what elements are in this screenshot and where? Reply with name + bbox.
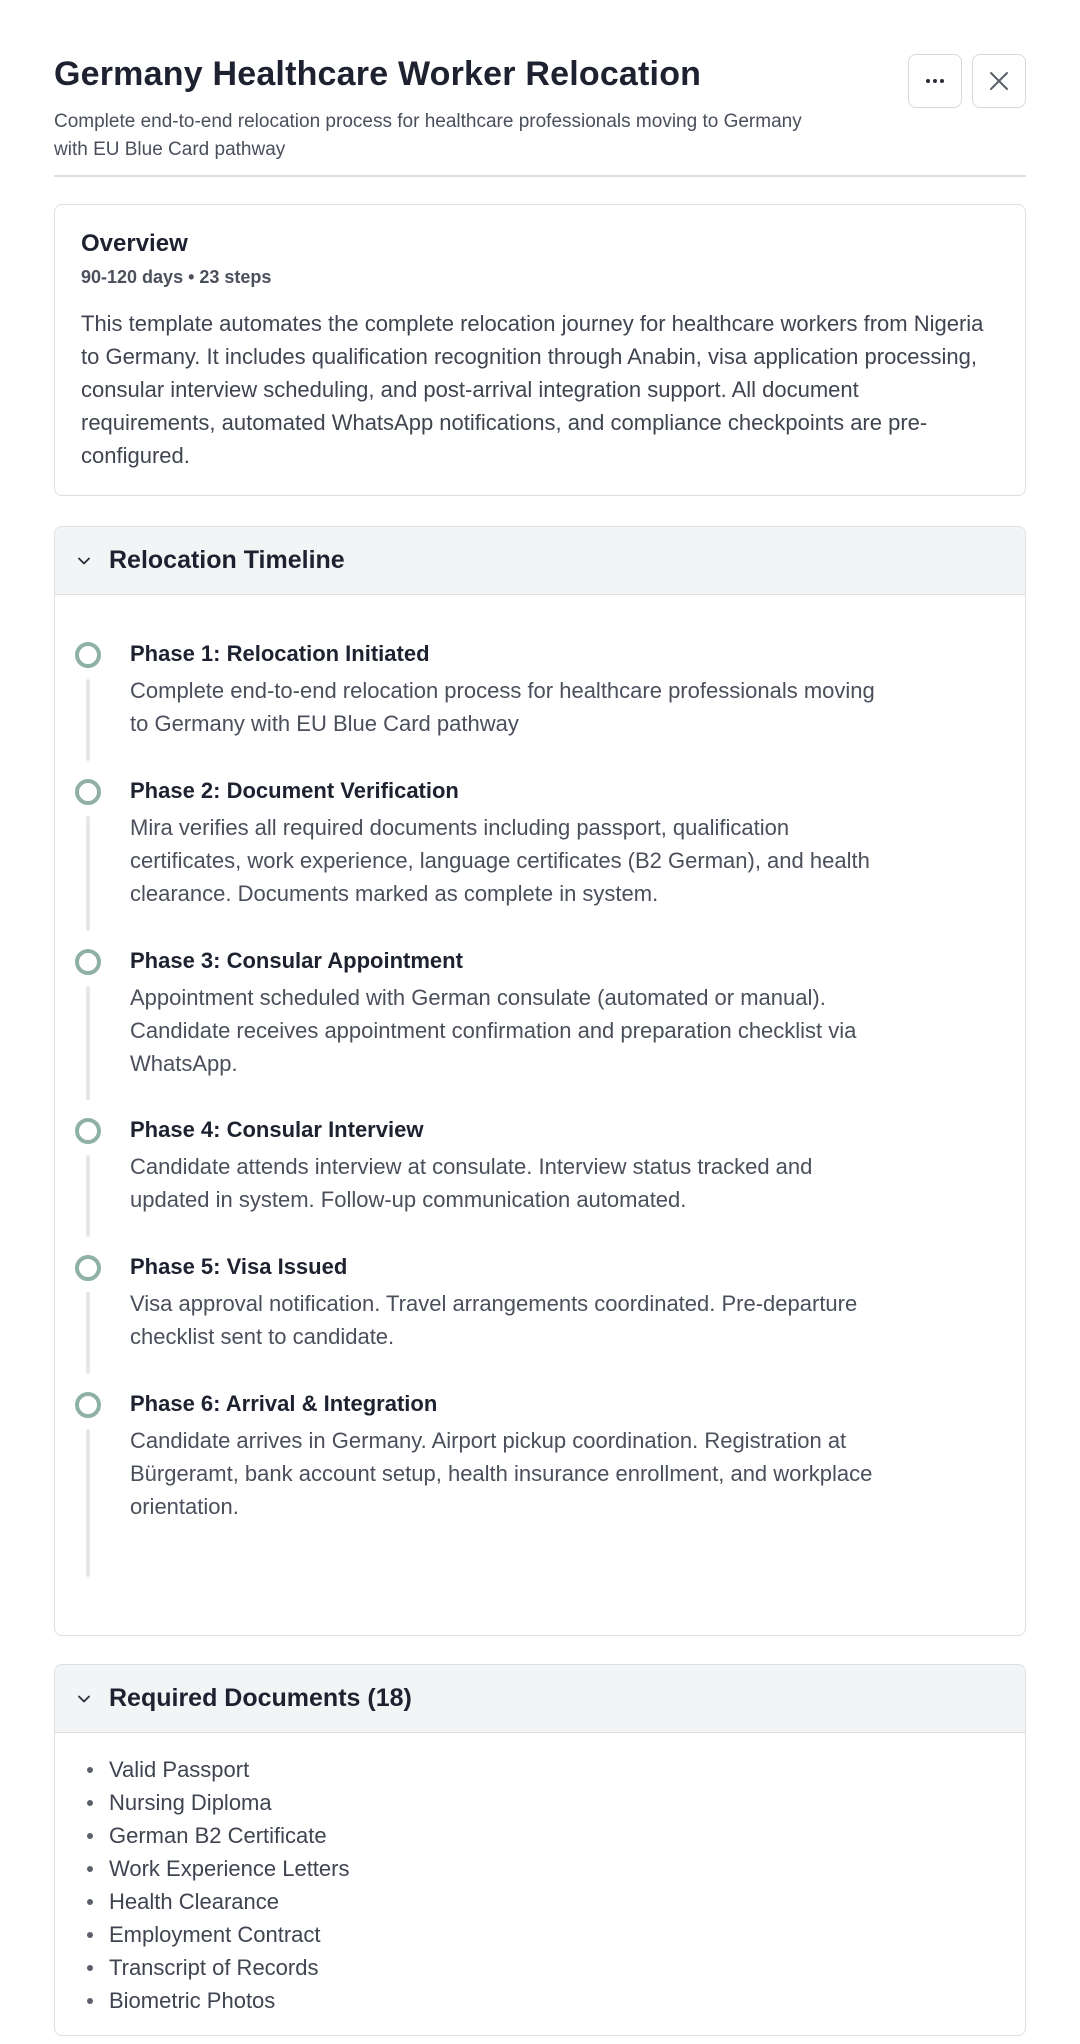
page-title: Germany Healthcare Worker Relocation <box>54 55 702 93</box>
phase-title: Phase 5: Visa Issued <box>130 1254 348 1279</box>
phase-description: Complete end-to-end relocation process for healthcare professionals moving to Germany with EU Blue Card pathway <box>130 678 875 736</box>
list-item <box>87 1918 1025 1951</box>
more-horizontal-icon <box>923 69 947 93</box>
phase-status-icon <box>75 642 101 668</box>
bullet-icon <box>87 1965 93 1971</box>
documents-list <box>55 1733 1025 2017</box>
timeline-connector <box>86 816 90 931</box>
bullet-icon <box>87 1833 93 1839</box>
list-item <box>87 1786 1025 1819</box>
timeline-phase <box>55 639 1025 776</box>
timeline-connector <box>86 1429 90 1577</box>
bullet-icon <box>87 1932 93 1938</box>
overview-card <box>54 204 1026 496</box>
timeline-list <box>55 595 1025 1589</box>
list-item <box>87 1885 1025 1918</box>
list-item <box>87 1819 1025 1852</box>
timeline-connector <box>86 1155 90 1237</box>
page-subtitle: Complete end-to-end relocation process for healthcare professionals moving to Germany with EU Blue Card pathway <box>54 111 802 160</box>
timeline-title: Relocation Timeline <box>109 546 345 574</box>
phase-description: Candidate attends interview at consulate. Interview status tracked and updated in system. Follow-up communication automated. <box>130 1154 813 1212</box>
overview-title: Overview <box>81 230 188 257</box>
timeline-connector <box>86 986 90 1100</box>
bullet-icon <box>87 1866 93 1872</box>
more-options-button[interactable] <box>908 54 962 108</box>
timeline-connector <box>86 1292 90 1374</box>
phase-status-icon <box>75 1392 101 1418</box>
document-name: German B2 Certificate <box>109 1823 327 1848</box>
documents-section-header[interactable] <box>55 1665 1025 1733</box>
bullet-icon <box>87 1899 93 1905</box>
document-name: Biometric Photos <box>109 1988 276 2013</box>
page-header <box>54 52 1026 164</box>
bullet-icon <box>87 1800 93 1806</box>
timeline-connector <box>86 679 90 761</box>
overview-description: This template automates the complete relocation journey for healthcare workers from Nigeria to Germany. It includes qualification recognition through Anabin, visa application processing, consular interview scheduling, and post-arrival integration support. All document requirements, automated WhatsApp notifications, and compliance checkpoints are pre-configured. <box>81 311 984 468</box>
list-item <box>87 1984 1025 2017</box>
phase-title: Phase 1: Relocation Initiated <box>130 641 430 666</box>
chevron-down-icon <box>75 1690 93 1708</box>
timeline-phase <box>55 1389 1025 1589</box>
header-divider <box>54 175 1026 177</box>
document-name: Valid Passport <box>109 1757 250 1782</box>
list-item <box>87 1753 1025 1786</box>
phase-description: Mira verifies all required documents including passport, qualification certificates, work experience, language certificates (B2 German), and health clearance. Documents marked as complete in system. <box>130 815 870 906</box>
timeline-section <box>54 526 1026 1636</box>
close-icon <box>988 70 1010 92</box>
list-item <box>87 1852 1025 1885</box>
documents-title: Required Documents (18) <box>109 1684 412 1712</box>
phase-description: Appointment scheduled with German consulate (automated or manual). Candidate receives appointment confirmation and preparation checklist via WhatsApp. <box>130 985 857 1076</box>
phase-title: Phase 3: Consular Appointment <box>130 948 463 973</box>
bullet-icon <box>87 1767 93 1773</box>
phase-title: Phase 4: Consular Interview <box>130 1117 424 1142</box>
document-name: Nursing Diploma <box>109 1790 272 1815</box>
phase-status-icon <box>75 949 101 975</box>
timeline-phase <box>55 946 1025 1115</box>
phase-status-icon <box>75 1118 101 1144</box>
document-name: Work Experience Letters <box>109 1856 350 1881</box>
list-item <box>87 1951 1025 1984</box>
overview-meta: 90-120 days • 23 steps <box>81 267 272 287</box>
phase-description: Candidate arrives in Germany. Airport pickup coordination. Registration at Bürgeramt, bank account setup, health insurance enrollment, and workplace orientation. <box>130 1428 873 1519</box>
documents-section <box>54 1664 1026 2036</box>
document-name: Employment Contract <box>109 1922 321 1947</box>
timeline-phase <box>55 776 1025 946</box>
close-button[interactable] <box>972 54 1026 108</box>
bullet-icon <box>87 1998 93 2004</box>
chevron-down-icon <box>75 552 93 570</box>
timeline-phase <box>55 1252 1025 1389</box>
document-name: Transcript of Records <box>109 1955 319 1980</box>
document-name: Health Clearance <box>109 1889 279 1914</box>
phase-title: Phase 2: Document Verification <box>130 778 459 803</box>
timeline-section-header[interactable] <box>55 527 1025 595</box>
header-actions <box>908 54 1026 108</box>
phase-title: Phase 6: Arrival & Integration <box>130 1391 438 1416</box>
phase-status-icon <box>75 1255 101 1281</box>
phase-description: Visa approval notification. Travel arrangements coordinated. Pre-departure checklist sent to candidate. <box>130 1291 858 1349</box>
phase-status-icon <box>75 779 101 805</box>
timeline-phase <box>55 1115 1025 1252</box>
